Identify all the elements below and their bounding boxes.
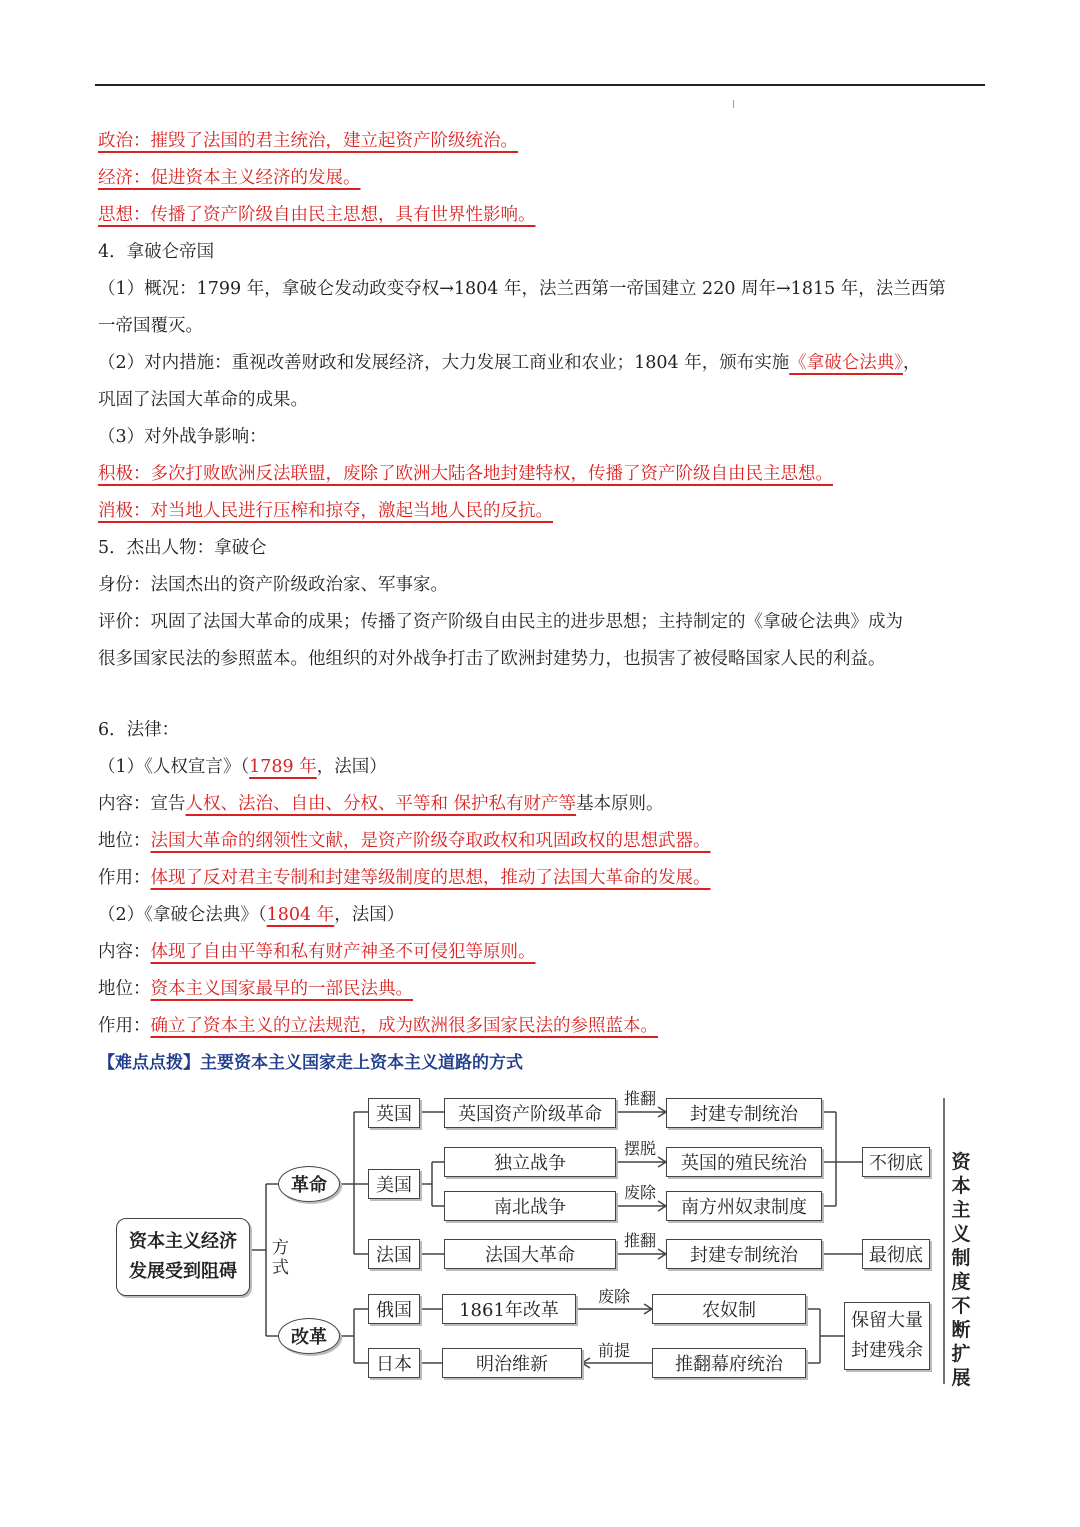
text-line <box>98 935 988 972</box>
body-text: 内容：宣告 <box>98 794 186 814</box>
text-line <box>98 531 988 568</box>
country-uk: 英国 <box>368 1098 420 1128</box>
event-us-independence: 独立战争 <box>444 1147 616 1177</box>
body-text: （2）对内措施：重视改善财政和发展经济，大力发展工商业和农业；1804 年，颁布实施 <box>98 353 790 373</box>
text-line <box>98 272 988 309</box>
highlighted-text: 积极：多次打败欧洲反法联盟，废除了欧洲大陆各地封建特权，传播了资产阶级自由民主思想。 <box>98 464 833 484</box>
body-text: 地位： <box>98 831 151 851</box>
target-fr: 封建专制统治 <box>666 1239 822 1269</box>
conclusion-label: 资 本 主 义 制 度 不 断 扩 展 <box>951 1151 971 1389</box>
highlighted-text: 法国大革命的纲领性文献，是资产阶级夺取政权和巩固政权的思想武器。 <box>150 831 711 851</box>
event-uk: 英国资产阶级革命 <box>444 1098 616 1128</box>
body-text: 内容： <box>98 942 151 962</box>
body-text: 身份：法国杰出的资产阶级政治家、军事家。 <box>98 575 448 595</box>
target-uk: 封建专制统治 <box>666 1098 822 1128</box>
highlighted-text: 确立了资本主义的立法规范，成为欧洲很多国家民法的参照蓝本。 <box>150 1016 658 1036</box>
highlighted-text: 思想：传播了资产阶级自由民主思想，具有世界性影响。 <box>98 205 536 225</box>
body-text: 基本原则。 <box>576 794 664 814</box>
text-line <box>98 198 988 235</box>
body-text: 4．拿破仑帝国 <box>98 242 215 262</box>
reform-node: 改革 <box>278 1318 340 1354</box>
result-complete: 最彻底 <box>862 1239 930 1269</box>
body-text: ， <box>902 353 921 373</box>
section-heading: 【难点点拨】主要资本主义国家走上资本主义道路的方式 <box>98 1053 523 1073</box>
revolution-node: 革命 <box>278 1166 340 1202</box>
target-jp: 推翻幕府统治 <box>652 1348 806 1378</box>
body-text: ，法国） <box>316 757 387 777</box>
body-text: （1）概况：1799 年，拿破仑发动政变夺权→1804 年，法兰西第一帝国建立 220 周年→1815 年，法兰西第 <box>98 279 946 299</box>
highlighted-text: 政治：摧毁了法国的君主统治，建立起资产阶级统治。 <box>98 131 518 151</box>
body-text: ，法国） <box>334 905 405 925</box>
body-text: 作用： <box>98 868 151 888</box>
residual-line2: 封建残余 <box>851 1340 923 1361</box>
text-line <box>98 457 988 494</box>
body-text: （1）《人权宣言》（ <box>98 757 250 777</box>
body-text: 评价：巩固了法国大革命的成果；传播了资产阶级自由民主的进步思想；主持制定的《拿破仑法典》成为 <box>98 612 903 632</box>
text-line <box>98 161 988 198</box>
verb-jp: 前提 <box>598 1341 631 1360</box>
result-incomplete: 不彻底 <box>862 1147 930 1177</box>
highlighted-text: 资本主义国家最早的一部民法典。 <box>150 979 413 999</box>
text-line <box>98 235 988 272</box>
verb-ru: 废除 <box>598 1287 631 1306</box>
verb-fr: 推翻 <box>624 1231 657 1250</box>
verb-us1: 摆脱 <box>624 1139 657 1158</box>
body-text: 巩固了法国大革命的成果。 <box>98 390 308 410</box>
country-jp: 日本 <box>368 1348 420 1378</box>
highlighted-text: 1789 年 <box>249 757 317 777</box>
text-line <box>98 972 988 1009</box>
highlighted-text: 消极：对当地人民进行压榨和掠夺，激起当地人民的反抗。 <box>98 501 553 521</box>
text-line <box>98 713 988 750</box>
text-line <box>98 824 988 861</box>
root-box <box>116 1218 250 1296</box>
body-text: 作用： <box>98 1016 151 1036</box>
result-residual <box>844 1302 930 1370</box>
root-line1: 资本主义经济 <box>129 1231 237 1252</box>
event-ru: 1861年改革 <box>442 1294 576 1324</box>
residual-line1: 保留大量 <box>851 1310 923 1331</box>
text-line <box>98 383 988 420</box>
text-line <box>98 787 988 824</box>
body-text: 很多国家民法的参照蓝本。他组织的对外战争打击了欧洲封建势力，也损害了被侵略国家人民的利益。 <box>98 649 886 669</box>
text-line <box>98 861 988 898</box>
root-line2: 发展受到阻碍 <box>129 1261 237 1282</box>
text-line <box>98 309 988 346</box>
highlighted-text: 经济：促进资本主义经济的发展。 <box>98 168 361 188</box>
text-line <box>98 346 988 383</box>
event-fr: 法国大革命 <box>444 1239 616 1269</box>
body-text: 地位： <box>98 979 151 999</box>
verb-uk: 推翻 <box>624 1089 657 1108</box>
body-text: 6．法律： <box>98 720 180 740</box>
body-text: 一帝国覆灭。 <box>98 316 203 336</box>
highlighted-text: 《拿破仑法典》 <box>789 353 903 373</box>
text-line <box>98 750 988 787</box>
target-us2: 南方州奴隶制度 <box>666 1191 822 1221</box>
path-diagram <box>108 1090 988 1390</box>
text-line <box>98 420 988 457</box>
country-ru: 俄国 <box>368 1294 420 1324</box>
verb-us2: 废除 <box>624 1183 657 1202</box>
blank-line <box>98 679 988 713</box>
body-text: （2）《拿破仑法典》（ <box>98 905 267 925</box>
text-line <box>98 494 988 531</box>
header-rule <box>95 84 985 86</box>
country-fr: 法国 <box>368 1239 420 1269</box>
body-text: 5．杰出人物：拿破仑 <box>98 538 267 558</box>
document-body <box>98 124 988 1083</box>
text-line <box>98 1046 988 1083</box>
highlighted-text: 体现了反对君主专制和封建等级制度的思想，推动了法国大革命的发展。 <box>150 868 711 888</box>
method-label: 方式 <box>272 1238 289 1278</box>
highlighted-text: 1804 年 <box>266 905 335 925</box>
event-jp: 明治维新 <box>442 1348 582 1378</box>
text-line <box>98 642 988 679</box>
target-ru: 农奴制 <box>652 1294 806 1324</box>
text-line <box>98 568 988 605</box>
text-line <box>98 898 988 935</box>
text-line <box>98 1009 988 1046</box>
text-line <box>98 124 988 161</box>
country-us: 美国 <box>368 1169 420 1199</box>
target-us1: 英国的殖民统治 <box>666 1147 822 1177</box>
highlighted-text: 人权、法治、自由、分权、平等和 保护私有财产等 <box>185 794 577 814</box>
header-tick <box>733 100 734 108</box>
event-us-civilwar: 南北战争 <box>444 1191 616 1221</box>
highlighted-text: 体现了自由平等和私有财产神圣不可侵犯等原则。 <box>150 942 536 962</box>
text-line <box>98 605 988 642</box>
body-text: （3）对外战争影响： <box>98 427 267 447</box>
